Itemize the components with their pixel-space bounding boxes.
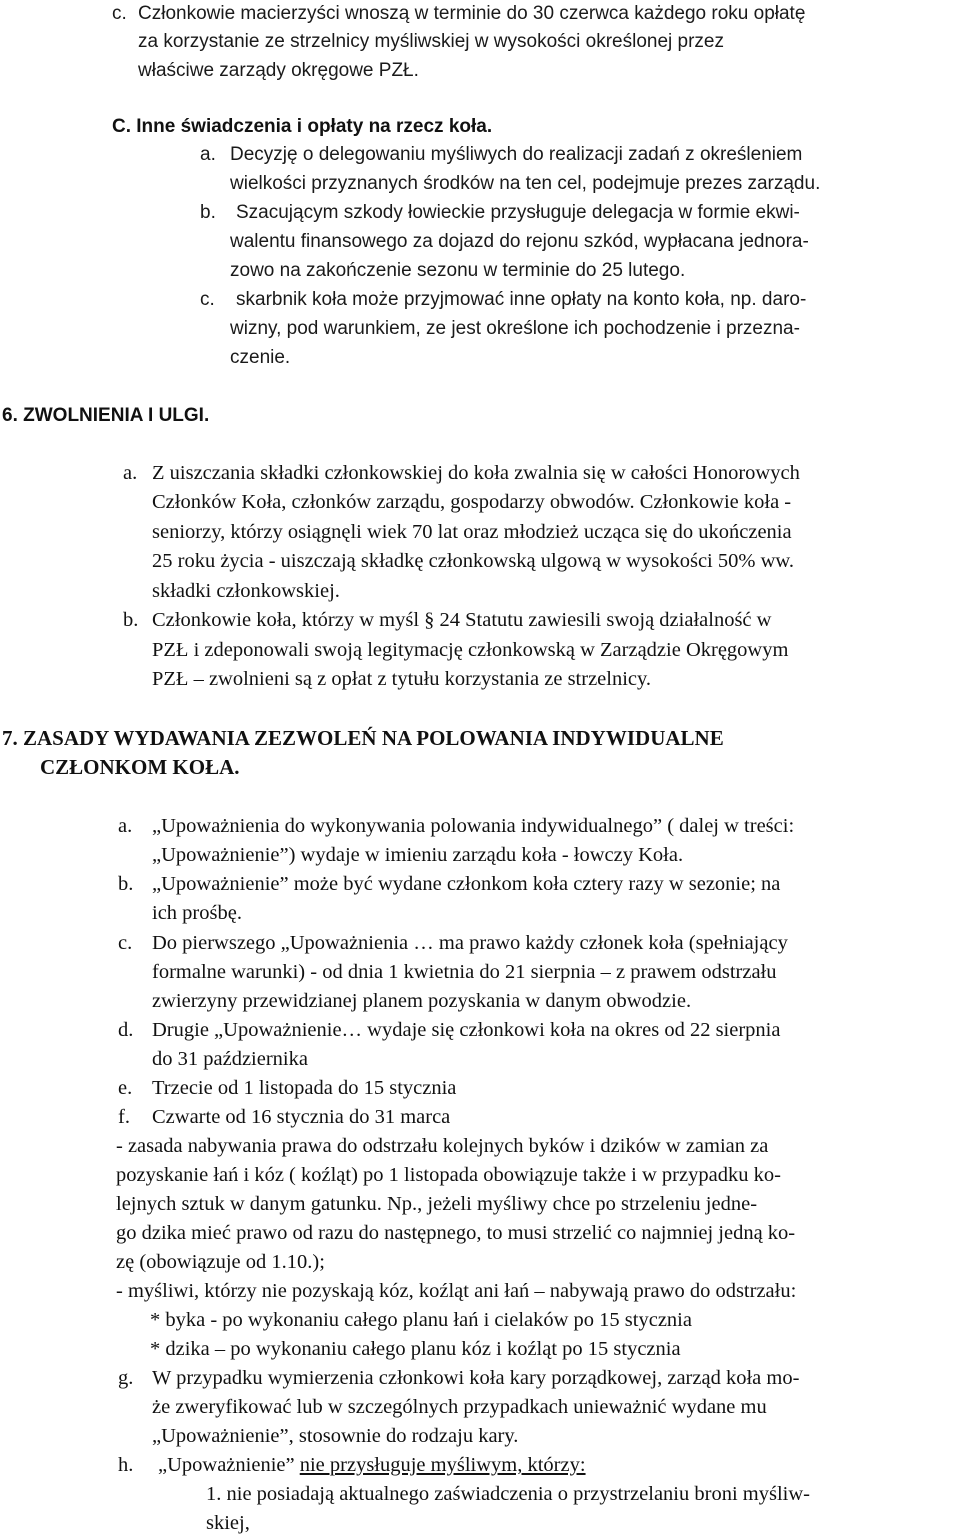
item-marker: b.	[118, 873, 134, 895]
text-line: zowo na zakończenie sezonu w terminie do 25 lutego.	[230, 260, 686, 281]
text-line: pozyskanie łań i kóz ( koźląt) po 1 listopada obowiązuje także i w przypadku ko-	[116, 1164, 781, 1186]
text-line: zę (obowiązuje od 1.10.);	[116, 1251, 325, 1273]
item-marker: a.	[200, 144, 216, 165]
text-underlined: nie przysługuje myśliwym, którzy:	[299, 1454, 586, 1476]
text-line: - zasada nabywania prawa do odstrzału kolejnych byków i dzików w zamian za	[116, 1135, 769, 1157]
item-marker: c.	[118, 932, 133, 954]
item-marker: g.	[118, 1367, 134, 1389]
text-line: Do pierwszego „Upoważnienia … ma prawo każdy członek koła (spełniający	[152, 932, 788, 954]
text-line: wielkości przyznanych środków na ten cel, podejmuje prezes zarządu.	[230, 173, 821, 194]
item-marker: h.	[118, 1454, 134, 1476]
text-line: „Upoważnienia do wykonywania polowania indywidualnego” ( dalej w treści:	[152, 815, 795, 837]
text-line: do 31 października	[152, 1048, 308, 1070]
text-line: walentu finansowego za dojazd do rejonu szkód, wypłacana jednora-	[230, 231, 809, 252]
text-line: seniorzy, którzy osiągnęli wiek 70 lat oraz młodzież ucząca się do ukończenia	[152, 521, 792, 543]
text-line: „Upoważnienie”) wydaje w imieniu zarządu koła - łowczy Koła.	[152, 844, 684, 866]
text-line: - myśliwi, którzy nie pozyskają kóz, koźląt ani łań – nabywają prawo do odstrzału:	[116, 1280, 797, 1302]
item-marker: b.	[123, 609, 139, 631]
text-line: Z uiszczania składki członkowskiej do koła zwalnia się w całości Honorowych	[152, 462, 800, 484]
text-line: czenie.	[230, 347, 291, 368]
text-line: * dzika – po wykonaniu całego planu kóz i koźląt po 15 stycznia	[150, 1338, 681, 1360]
text-line: formalne warunki) - od dnia 1 kwietnia do 21 sierpnia – z prawem odstrzału	[152, 961, 777, 983]
text-line: „Upoważnienie” może być wydane członkom koła cztery razy w sezonie; na	[152, 873, 781, 895]
section-heading-7-cont: CZŁONKOM KOŁA.	[40, 755, 240, 779]
item-marker: f.	[118, 1106, 130, 1128]
text-line: Decyzję o delegowaniu myśliwych do realizacji zadań z określeniem	[230, 144, 803, 165]
text-line: składki członkowskiej.	[152, 580, 340, 602]
text-line: wizny, pod warunkiem, ze jest określone ich pochodzenie i przezna-	[230, 318, 800, 339]
text-line: go dzika mieć prawo od razu do następnego, to musi strzelić co najmniej jedną ko-	[116, 1222, 796, 1244]
section-heading-c: C. Inne świadczenia i opłaty na rzecz koła.	[112, 116, 493, 137]
text-plain: „Upoważnienie”	[158, 1454, 300, 1476]
item-marker: b.	[200, 202, 216, 223]
text-line: W przypadku wymierzenia członkowi koła kary porządkowej, zarząd koła mo-	[152, 1367, 800, 1389]
text-line: * byka - po wykonaniu całego planu łań i cielaków po 15 stycznia	[150, 1309, 692, 1331]
section-heading-7: 7. ZASADY WYDAWANIA ZEZWOLEŃ NA POLOWANIA INDYWIDUALNE	[2, 726, 724, 750]
text-line: Drugie „Upoważnienie… wydaje się członkowi koła na okres od 22 sierpnia	[152, 1019, 781, 1041]
item-marker: c.	[112, 3, 127, 24]
item-marker: a.	[123, 462, 138, 484]
text-line: za korzystanie ze strzelnicy myśliwskiej w wysokości określonej przez	[138, 31, 725, 52]
text-line: 25 roku życia - uiszczają składkę członkowską ulgową w wysokości 50% ww.	[152, 550, 794, 572]
text-line: skiej,	[206, 1512, 250, 1534]
text-line: ich prośbę.	[152, 902, 242, 924]
text-line: „Upoważnienie”, stosownie do rodzaju kary.	[152, 1425, 519, 1447]
item-marker: a.	[118, 815, 133, 837]
text-line: Członków Koła, członków zarządu, gospodarzy obwodów. Członkowie koła -	[152, 491, 792, 513]
text-line: skarbnik koła może przyjmować inne opłaty na konto koła, np. daro-	[236, 289, 807, 310]
item-marker: c.	[200, 289, 215, 310]
text-line: właściwe zarządy okręgowe PZŁ.	[138, 60, 419, 81]
text-line: PZŁ – zwolnieni są z opłat z tytułu korzystania ze strzelnicy.	[152, 668, 652, 690]
text-line: zwierzyny przewidzianej planem pozyskania w danym obwodzie.	[152, 990, 692, 1012]
text-line: Trzecie od 1 listopada do 15 stycznia	[152, 1077, 457, 1099]
section-heading-6: 6. ZWOLNIENIA I ULGI.	[2, 405, 210, 426]
text-line: lejnych sztuk w danym gatunku. Np., jeżeli myśliwy chce po strzeleniu jedne-	[116, 1193, 758, 1215]
text-line: Członkowie macierzyści wnoszą w terminie do 30 czerwca każdego roku opłatę	[138, 3, 806, 24]
text-line: 1. nie posiadają aktualnego zaświadczenia o przystrzelaniu broni myśliw-	[206, 1483, 810, 1505]
text-line: że zweryfikować lub w szczególnych przypadkach unieważnić wydane mu	[152, 1396, 767, 1418]
text-line: Czwarte od 16 stycznia do 31 marca	[152, 1106, 451, 1128]
text-line	[158, 1451, 586, 1479]
text-line: PZŁ i zdeponowali swoją legitymację członkowską w Zarządzie Okręgowym	[152, 639, 789, 661]
item-marker: d.	[118, 1019, 134, 1041]
text-line: Członkowie koła, którzy w myśl § 24 Statutu zawiesili swoją działalność w	[152, 609, 772, 631]
item-marker: e.	[118, 1077, 133, 1099]
text-line: Szacującym szkody łowieckie przysługuje delegacja w formie ekwi-	[236, 202, 800, 223]
